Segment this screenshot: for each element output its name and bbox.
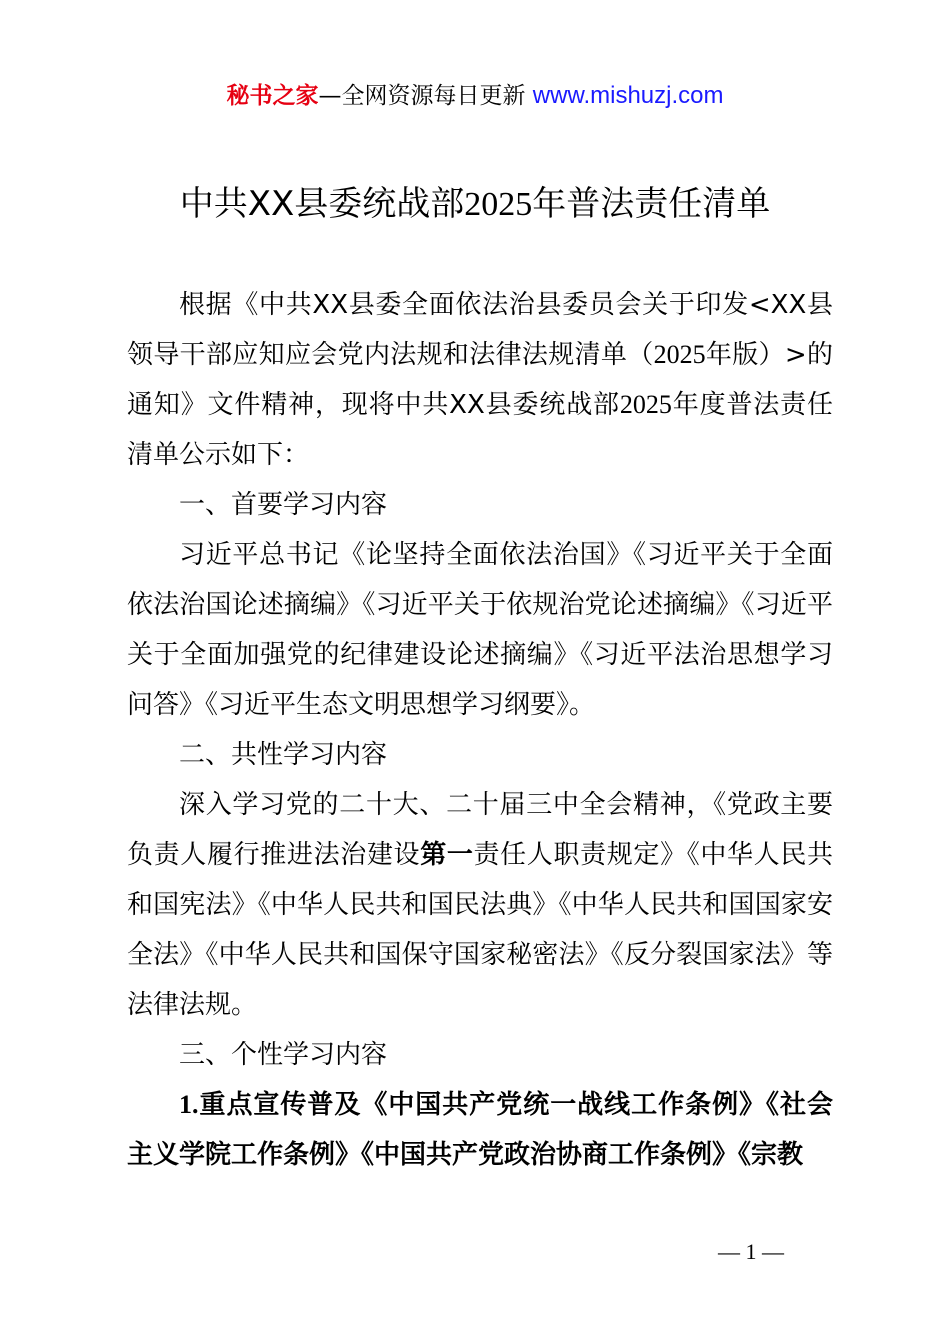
page-number: — 1 — (718, 1239, 784, 1264)
section-heading-2: 二、共性学习内容 (179, 740, 388, 770)
intro-text-1: 根据《中共XX县委全面依法治县委员会关于印发<XX县领导干部应知应会党内法规和法律法规清单（ (127, 290, 833, 370)
intro-text-3: 年度普法责任清单公示如下： (127, 390, 833, 470)
section-3-item-1 (127, 1080, 833, 1180)
section-2-text-1: 深入学习党的二十大、二十届三中全会精神，《党政主要负责人履行推进法治建设 (127, 790, 833, 870)
intro-year-1: 2025 (653, 340, 706, 369)
item-number: 1. (179, 1090, 199, 1119)
document-title (0, 178, 950, 231)
intro-paragraph (127, 280, 833, 480)
site-banner (0, 80, 950, 112)
title-year: 2025 (464, 186, 533, 223)
site-name: 秘书之家 (226, 83, 319, 109)
title-prefix: 中共XX县委统战部 (179, 184, 465, 224)
section-heading-3: 三、个性学习内容 (179, 1040, 388, 1070)
section-2-bold-text: 第一 (420, 840, 474, 870)
document-body (127, 280, 833, 1180)
section-2-text-2: 责任人职责规定》《中华人民共和国宪法》《中华人民共和国民法典》《中华人民共和国国家安全法》《中华人民共和国保守国家秘密法》《反分裂国家法》等法律法规。 (127, 840, 833, 1020)
item-text: 重点宣传普及《中国共产党统一战线工作条例》《社会主义学院工作条例》《中国共产党政治协商工作条例》《宗教 (127, 1090, 833, 1170)
section-content-2 (127, 780, 833, 1030)
section-content-1: 习近平总书记《论坚持全面依法治国》《习近平关于全面依法治国论述摘编》《习近平关于依规治党论述摘编》《习近平关于全面加强党的纪律建设论述摘编》《习近平法治思想学习问答》《习近平生态文明思想学习纲要》。 (127, 540, 833, 720)
site-url-link[interactable]: www.mishuzj.com (532, 82, 724, 109)
title-suffix: 年普法责任清单 (532, 184, 771, 224)
intro-text-2: 年版）>的通知》文件精神，现将中共XX县委统战部 (127, 340, 833, 420)
site-slogan: —全网资源每日更新 (318, 83, 533, 109)
intro-year-2: 2025 (619, 390, 672, 419)
section-heading-1: 一、首要学习内容 (179, 490, 388, 520)
